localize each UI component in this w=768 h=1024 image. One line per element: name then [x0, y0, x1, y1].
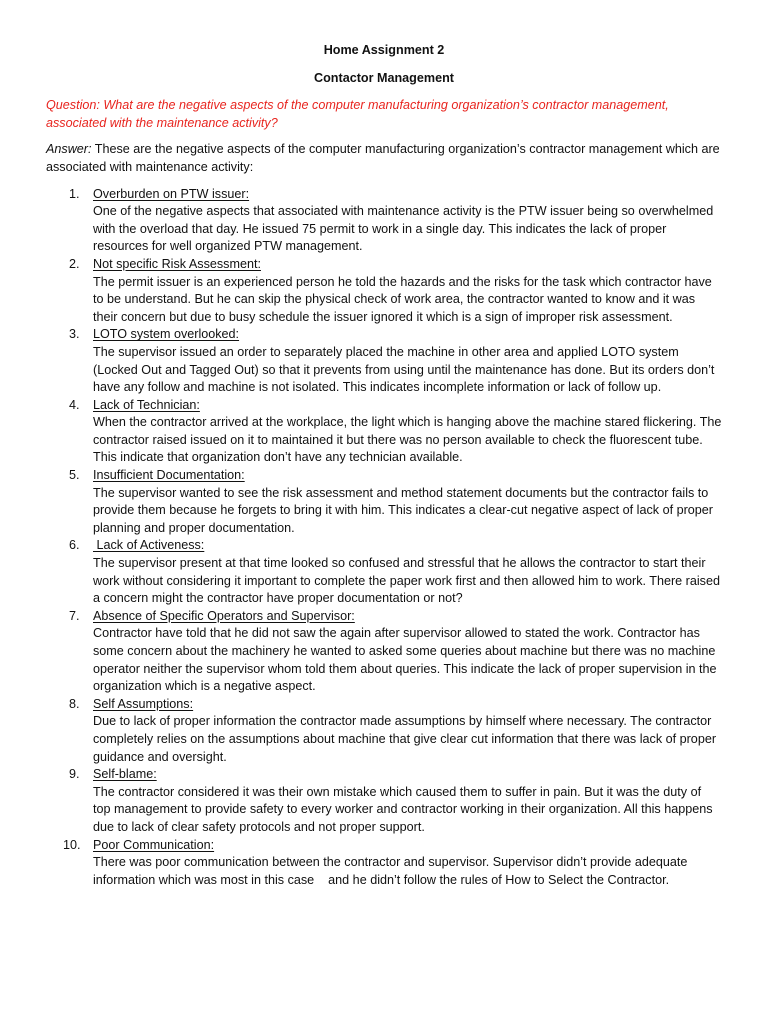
question-text: Question: What are the negative aspects of the computer manufacturing organization’s contractor management, associated with the maintenance activity?	[46, 98, 669, 130]
list-item	[46, 766, 722, 836]
item-body: Contractor have told that he did not saw the again after supervisor allowed to stated the work. Contractor has some concern about the machinery he wanted to asked some queries about machine but there was no machine operator neither the supervisor whom told them about queries. This indicate the lack of proper supervision in the organization which is a negative aspect.	[93, 626, 717, 694]
item-heading: Absence of Specific Operators and Supervisor:	[93, 608, 355, 623]
item-heading: Insufficient Documentation:	[93, 468, 245, 483]
list-item	[46, 326, 722, 396]
list-item	[46, 256, 722, 326]
list-item	[46, 837, 722, 890]
answer-paragraph	[46, 141, 722, 176]
item-heading: Self Assumptions:	[93, 696, 194, 711]
item-heading: Poor Communication:	[93, 837, 215, 852]
item-heading: Lack of Technician:	[93, 397, 200, 412]
item-number: 4.	[69, 397, 80, 412]
item-body: The supervisor issued an order to separately placed the machine in other area and applied LOTO system (Locked Out and Tagged Out) so that it prevents from using until the maintenance has done. But its orders don’t have any follow and machine is not isolated. This indicates incomplete information or lack of follow up.	[93, 344, 715, 395]
item-number: 9.	[69, 767, 80, 782]
item-body: The supervisor present at that time looked so confused and stressful that he allows the contractor to start their work without considering it important to complete the paper work first and then allowed him to work. There raised a concern might the contractor have proper documentation or not?	[93, 556, 720, 606]
document-title: Home Assignment 2	[323, 43, 445, 57]
item-body: There was poor communication between the contractor and supervisor. Supervisor didn’t provide adequate information which was most in this case and he didn’t follow the rules of How to Select the Contractor.	[93, 855, 691, 887]
list-item	[46, 537, 722, 607]
aspects-list	[46, 186, 722, 890]
item-number: 1.	[69, 186, 80, 201]
item-body: The contractor considered it was their own mistake which caused them to suffer in pain. But it was the duty of top management to provide safety to every worker and contractor working in their organization. All this happens due to lack of clear safety protocols and not proper support.	[93, 784, 713, 834]
item-body: The permit issuer is an experienced person he told the hazards and the risks for the task which contractor have to be understand. But he can skip the physical check of work area, the contractor wanted to know and it was their concern but due to busy schedule the issuer ignored it which is a sign of improper risk assessment.	[93, 274, 712, 324]
item-number: 6.	[69, 538, 80, 553]
item-body: When the contractor arrived at the workplace, the light which is hanging above the machine stared flickering. The contractor raised issued on it to maintained it but there was no person available to check the fluorescent tube. This indicate that organization don’t have any technician available.	[93, 415, 722, 465]
answer-label: Answer:	[46, 142, 92, 157]
item-body: One of the negative aspects that associated with maintenance activity is the PTW issuer being so overwhelmed with the overload that day. He issued 75 permit to work in a single day. This indicates the lack of proper resources for well organized PTW management.	[93, 204, 714, 254]
document-subtitle: Contactor Management	[314, 70, 454, 85]
item-heading: Overburden on PTW issuer:	[93, 186, 250, 201]
item-number: 7.	[69, 608, 80, 623]
list-item	[46, 397, 722, 467]
item-number: 8.	[69, 696, 80, 711]
item-number: 2.	[69, 256, 80, 271]
item-body: The supervisor wanted to see the risk assessment and method statement documents but the contractor fails to provide them because he forgets to bring it with him. This indicates a clear-cut negative aspect of lack of proper planning and proper documentation.	[93, 485, 713, 535]
item-heading: LOTO system overlooked:	[93, 327, 240, 342]
item-number: 10.	[63, 837, 81, 852]
item-heading: Self-blame:	[93, 767, 157, 782]
list-item	[46, 186, 722, 256]
item-number: 3.	[69, 327, 80, 342]
item-number: 5.	[69, 468, 80, 483]
list-item	[46, 467, 722, 537]
item-body: Due to lack of proper information the contractor made assumptions by himself where necessary. The contractor completely relies on the assumptions about machine that give clear cut information that there was lack of proper guidance and oversight.	[93, 714, 717, 764]
item-heading: Not specific Risk Assessment:	[93, 256, 261, 271]
list-item	[46, 696, 722, 766]
list-item	[46, 608, 722, 696]
item-heading: Lack of Activeness:	[93, 538, 205, 553]
answer-intro: These are the negative aspects of the computer manufacturing organization’s contractor management which are associated with maintenance activity:	[46, 142, 720, 174]
